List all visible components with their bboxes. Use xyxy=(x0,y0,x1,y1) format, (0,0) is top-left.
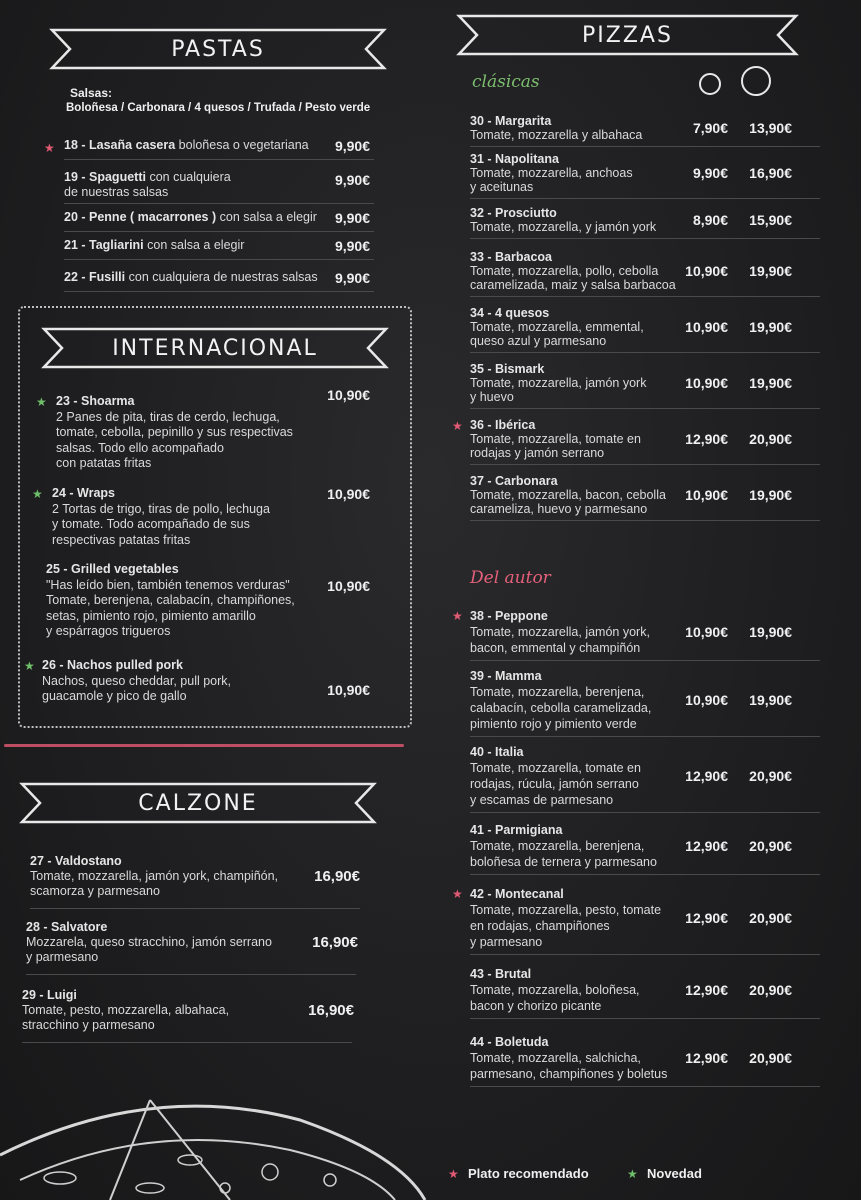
circle-small-icon xyxy=(700,74,720,94)
menu-item xyxy=(56,394,316,472)
item-description: "Has leído bien, también tenemos verduras" xyxy=(46,577,290,592)
item-description: con cualquiera de nuestras salsas xyxy=(125,270,318,284)
divider-line xyxy=(22,1042,352,1043)
calzone-banner xyxy=(18,780,378,826)
price-large: 20,90€ xyxy=(749,431,792,447)
menu-item xyxy=(52,486,312,548)
item-description: Tomate, mozzarella, bacon, cebolla xyxy=(470,488,666,502)
price-small: 10,90€ xyxy=(685,375,728,391)
item-description: boloñesa o vegetariana xyxy=(175,138,309,152)
item-description: 2 Tortas de trigo, tiras de pollo, lechuga xyxy=(52,501,270,516)
item-description: rodajas, rúcula, jamón serrano xyxy=(470,777,639,791)
item-description: Nachos, queso cheddar, pull pork, xyxy=(42,673,232,688)
item-description: y parmesano xyxy=(26,950,99,964)
price-small: 10,90€ xyxy=(685,319,728,335)
menu-item xyxy=(470,668,685,732)
item-name: 43 - Brutal xyxy=(470,967,532,981)
price-large: 19,90€ xyxy=(749,263,792,279)
menu-item xyxy=(26,920,296,965)
price-large: 13,90€ xyxy=(749,120,792,136)
item-name: 26 - Nachos pulled pork xyxy=(42,658,184,672)
item-name: 41 - Parmigiana xyxy=(470,823,563,837)
price-small: 12,90€ xyxy=(685,982,728,998)
price-small: 10,90€ xyxy=(685,624,728,640)
item-description: bacon y chorizo picante xyxy=(470,999,602,1013)
price-small: 10,90€ xyxy=(685,263,728,279)
menu-item xyxy=(470,966,685,1014)
star-icon: ★ xyxy=(452,887,463,901)
internacional-banner xyxy=(40,325,390,371)
item-description: carameliza, huevo y parmesano xyxy=(470,502,648,516)
menu-item xyxy=(470,418,685,460)
pizza-drawing-icon xyxy=(0,1060,430,1200)
item-price: 10,90€ xyxy=(327,682,370,698)
item-description: con cualquiera xyxy=(145,170,231,184)
item-description: Tomate, mozzarella, tomate en xyxy=(470,761,641,775)
item-description: de nuestras salsas xyxy=(64,185,169,199)
menu-item xyxy=(30,854,300,899)
divider-line xyxy=(4,744,404,747)
price-large: 20,90€ xyxy=(749,910,792,926)
item-description: y escamas de parmesano xyxy=(470,793,614,807)
item-description: bacon, emmental y champiñón xyxy=(470,641,641,655)
divider-line xyxy=(470,238,820,239)
price-small: 12,90€ xyxy=(685,838,728,854)
item-description: setas, pimiento rojo, pimiento amarillo xyxy=(46,608,256,623)
item-name: 29 - Luigi xyxy=(22,988,77,1002)
item-description: queso azul y parmesano xyxy=(470,334,607,348)
menu-item xyxy=(470,1034,685,1082)
divider-line xyxy=(470,146,820,147)
item-price: 9,90€ xyxy=(334,238,370,254)
item-description: Tomate, mozzarella, anchoas xyxy=(470,166,633,180)
price-small: 9,90€ xyxy=(692,165,728,181)
menu-item xyxy=(470,250,685,292)
divider-line xyxy=(470,1018,820,1019)
clasicas-subtitle: clásicas xyxy=(472,72,540,92)
item-description: Tomate, mozzarella, pollo, cebolla xyxy=(470,264,659,278)
item-description: Tomate, mozzarella, jamón york, champiñón, xyxy=(30,869,279,883)
item-description: y parmesano xyxy=(470,935,543,949)
menu-item xyxy=(470,474,685,516)
menu-item xyxy=(42,658,302,705)
item-description: Tomate, mozzarella, boloñesa, xyxy=(470,983,640,997)
pizza-size-icons xyxy=(696,64,786,100)
item-price: 10,90€ xyxy=(327,578,370,594)
item-description: Mozzarela, queso stracchino, jamón serrano xyxy=(26,935,272,949)
item-description: en rodajas, champiñones xyxy=(470,919,610,933)
item-name: 23 - Shoarma xyxy=(56,394,135,408)
autor-subtitle: Del autor xyxy=(470,568,551,588)
menu-item xyxy=(470,306,685,348)
item-description: y tomate. Todo acompañado de sus xyxy=(52,517,250,531)
item-description: boloñesa de ternera y parmesano xyxy=(470,855,657,869)
item-description: tomate, cebolla, pepinillo y sus respectivas xyxy=(56,425,293,439)
menu-item xyxy=(64,238,319,253)
item-price: 9,90€ xyxy=(334,138,370,154)
item-name: 38 - Peppone xyxy=(470,609,548,623)
divider-line xyxy=(470,954,820,955)
item-description: rodajas y jamón serrano xyxy=(470,446,605,460)
item-description: Tomate, pesto, mozzarella, albahaca, xyxy=(22,1003,230,1017)
item-name: 37 - Carbonara xyxy=(470,474,558,488)
menu-item xyxy=(22,988,292,1033)
calzone-title: CALZONE xyxy=(138,790,258,816)
item-name: 31 - Napolitana xyxy=(470,152,559,166)
menu-item xyxy=(470,114,685,142)
item-name: 34 - 4 quesos xyxy=(470,306,550,320)
menu-item xyxy=(470,822,685,870)
divider-line xyxy=(470,352,820,353)
item-name: 32 - Prosciutto xyxy=(470,206,557,220)
price-large: 16,90€ xyxy=(749,165,792,181)
item-price: 10,90€ xyxy=(327,387,370,403)
item-name: 22 - Fusilli xyxy=(64,270,126,284)
divider-line xyxy=(470,198,820,199)
price-small: 12,90€ xyxy=(685,910,728,926)
divider-line xyxy=(470,812,820,813)
item-price: 16,90€ xyxy=(314,868,360,885)
item-price: 9,90€ xyxy=(334,172,370,188)
divider-line xyxy=(64,231,374,232)
divider-line xyxy=(30,908,360,909)
circle-large-icon xyxy=(742,67,770,95)
price-small: 10,90€ xyxy=(685,692,728,708)
menu-item xyxy=(64,270,319,285)
item-description: stracchino y parmesano xyxy=(22,1018,155,1032)
item-description: Tomate, mozzarella, tomate en xyxy=(470,432,641,446)
item-description: Tomate, mozzarella, salchicha, xyxy=(470,1051,641,1065)
salsas-list: Boloñesa / Carbonara / 4 quesos / Trufada / Pesto verde xyxy=(66,102,371,114)
price-large: 19,90€ xyxy=(749,487,792,503)
price-large: 20,90€ xyxy=(749,768,792,784)
item-name: 25 - Grilled vegetables xyxy=(46,562,179,576)
divider-line xyxy=(470,736,820,737)
price-large: 20,90€ xyxy=(749,838,792,854)
item-name: 24 - Wraps xyxy=(52,486,115,500)
star-icon: ★ xyxy=(452,419,463,433)
menu-item xyxy=(470,206,685,234)
item-price: 10,90€ xyxy=(327,486,370,502)
star-icon: ★ xyxy=(24,659,35,673)
divider-line xyxy=(470,660,820,661)
price-small: 7,90€ xyxy=(692,120,728,136)
price-small: 12,90€ xyxy=(685,1050,728,1066)
item-description: 2 Panes de pita, tiras de cerdo, lechuga, xyxy=(56,409,280,424)
star-icon: ★ xyxy=(627,1167,638,1181)
price-large: 15,90€ xyxy=(749,212,792,228)
pastas-title: PASTAS xyxy=(171,36,265,62)
item-description: caramelizada, maiz y salsa barbacoa xyxy=(470,278,676,292)
internacional-title: INTERNACIONAL xyxy=(112,335,318,361)
item-description: parmesano, champiñones y boletus xyxy=(470,1067,668,1081)
item-description: Tomate, mozzarella y albahaca xyxy=(470,128,643,142)
divider-line xyxy=(470,408,820,409)
pizzas-banner xyxy=(455,12,800,58)
price-large: 19,90€ xyxy=(749,624,792,640)
item-name: 27 - Valdostano xyxy=(30,854,122,868)
divider-line xyxy=(64,203,374,204)
item-description: y espárragos trigueros xyxy=(46,624,171,638)
divider-line xyxy=(64,159,374,160)
item-description: y aceitunas xyxy=(470,180,534,194)
price-large: 20,90€ xyxy=(749,1050,792,1066)
item-name: 20 - Penne ( macarrones ) xyxy=(64,210,217,224)
legend-recomendado: Plato recomendado xyxy=(468,1166,589,1181)
item-description: Tomate, mozzarella, berenjena, xyxy=(470,839,645,853)
item-name: 40 - Italia xyxy=(470,745,524,759)
menu-item xyxy=(46,562,306,640)
item-description: salsas. Todo ello acompañado xyxy=(56,440,224,455)
item-description: y huevo xyxy=(470,390,514,404)
item-name: 19 - Spaguetti xyxy=(64,170,146,184)
item-description: con patatas fritas xyxy=(56,456,152,470)
divider-line xyxy=(470,296,820,297)
divider-line xyxy=(470,874,820,875)
menu-item xyxy=(470,608,685,656)
price-small: 8,90€ xyxy=(692,212,728,228)
divider-line xyxy=(470,1086,820,1087)
star-icon: ★ xyxy=(452,609,463,623)
price-small: 10,90€ xyxy=(685,487,728,503)
star-icon: ★ xyxy=(32,487,43,501)
item-name: 35 - Bismark xyxy=(470,362,545,376)
item-price: 9,90€ xyxy=(334,270,370,286)
item-description: Tomate, mozzarella, jamón york, xyxy=(470,625,650,639)
item-price: 9,90€ xyxy=(334,210,370,226)
item-name: 21 - Tagliarini xyxy=(64,238,144,252)
price-small: 12,90€ xyxy=(685,431,728,447)
divider-line xyxy=(64,259,374,260)
price-large: 20,90€ xyxy=(749,982,792,998)
legend-novedad: Novedad xyxy=(647,1166,702,1181)
menu-item xyxy=(470,152,685,194)
star-icon: ★ xyxy=(448,1167,459,1181)
item-name: 28 - Salvatore xyxy=(26,920,108,934)
menu-item xyxy=(64,210,319,225)
item-description: Tomate, mozzarella, pesto, tomate xyxy=(470,903,662,917)
price-large: 19,90€ xyxy=(749,692,792,708)
menu-item xyxy=(64,138,319,153)
divider-line xyxy=(64,291,374,292)
menu-item xyxy=(470,362,685,404)
star-icon: ★ xyxy=(36,395,47,409)
salsas-label: Salsas: xyxy=(70,86,113,100)
item-description: guacamole y pico de gallo xyxy=(42,689,187,703)
item-name: 33 - Barbacoa xyxy=(470,250,552,264)
item-description: Tomate, mozzarella, y jamón york xyxy=(470,220,657,234)
item-description: pimiento rojo y pimiento verde xyxy=(470,717,637,731)
price-small: 12,90€ xyxy=(685,768,728,784)
divider-line xyxy=(470,464,820,465)
divider-line xyxy=(470,520,820,521)
item-name: 30 - Margarita xyxy=(470,114,552,128)
pizzas-title: PIZZAS xyxy=(582,22,673,48)
star-icon: ★ xyxy=(44,141,55,155)
menu-item xyxy=(470,744,685,808)
item-description: con salsa a elegir xyxy=(216,210,317,224)
item-description: Tomate, berenjena, calabacín, champiñones, xyxy=(46,593,295,607)
item-description: Tomate, mozzarella, emmental, xyxy=(470,320,644,334)
item-description: scamorza y parmesano xyxy=(30,884,160,898)
price-large: 19,90€ xyxy=(749,375,792,391)
item-description: respectivas patatas fritas xyxy=(52,532,191,547)
item-description: Tomate, mozzarella, berenjena, xyxy=(470,685,645,699)
menu-item xyxy=(64,170,319,200)
item-price: 16,90€ xyxy=(312,934,358,951)
item-name: 18 - Lasaña casera xyxy=(64,138,176,152)
price-large: 19,90€ xyxy=(749,319,792,335)
item-name: 42 - Montecanal xyxy=(470,887,564,901)
item-description: Tomate, mozzarella, jamón york xyxy=(470,376,647,390)
pastas-banner xyxy=(48,26,388,72)
divider-line xyxy=(26,974,356,975)
item-name: 36 - Ibérica xyxy=(470,418,536,432)
item-description: calabacín, cebolla caramelizada, xyxy=(470,701,652,715)
item-price: 16,90€ xyxy=(308,1002,354,1019)
item-description: con salsa a elegir xyxy=(143,238,245,252)
item-name: 44 - Boletuda xyxy=(470,1035,549,1049)
menu-item xyxy=(470,886,685,950)
item-name: 39 - Mamma xyxy=(470,669,542,683)
